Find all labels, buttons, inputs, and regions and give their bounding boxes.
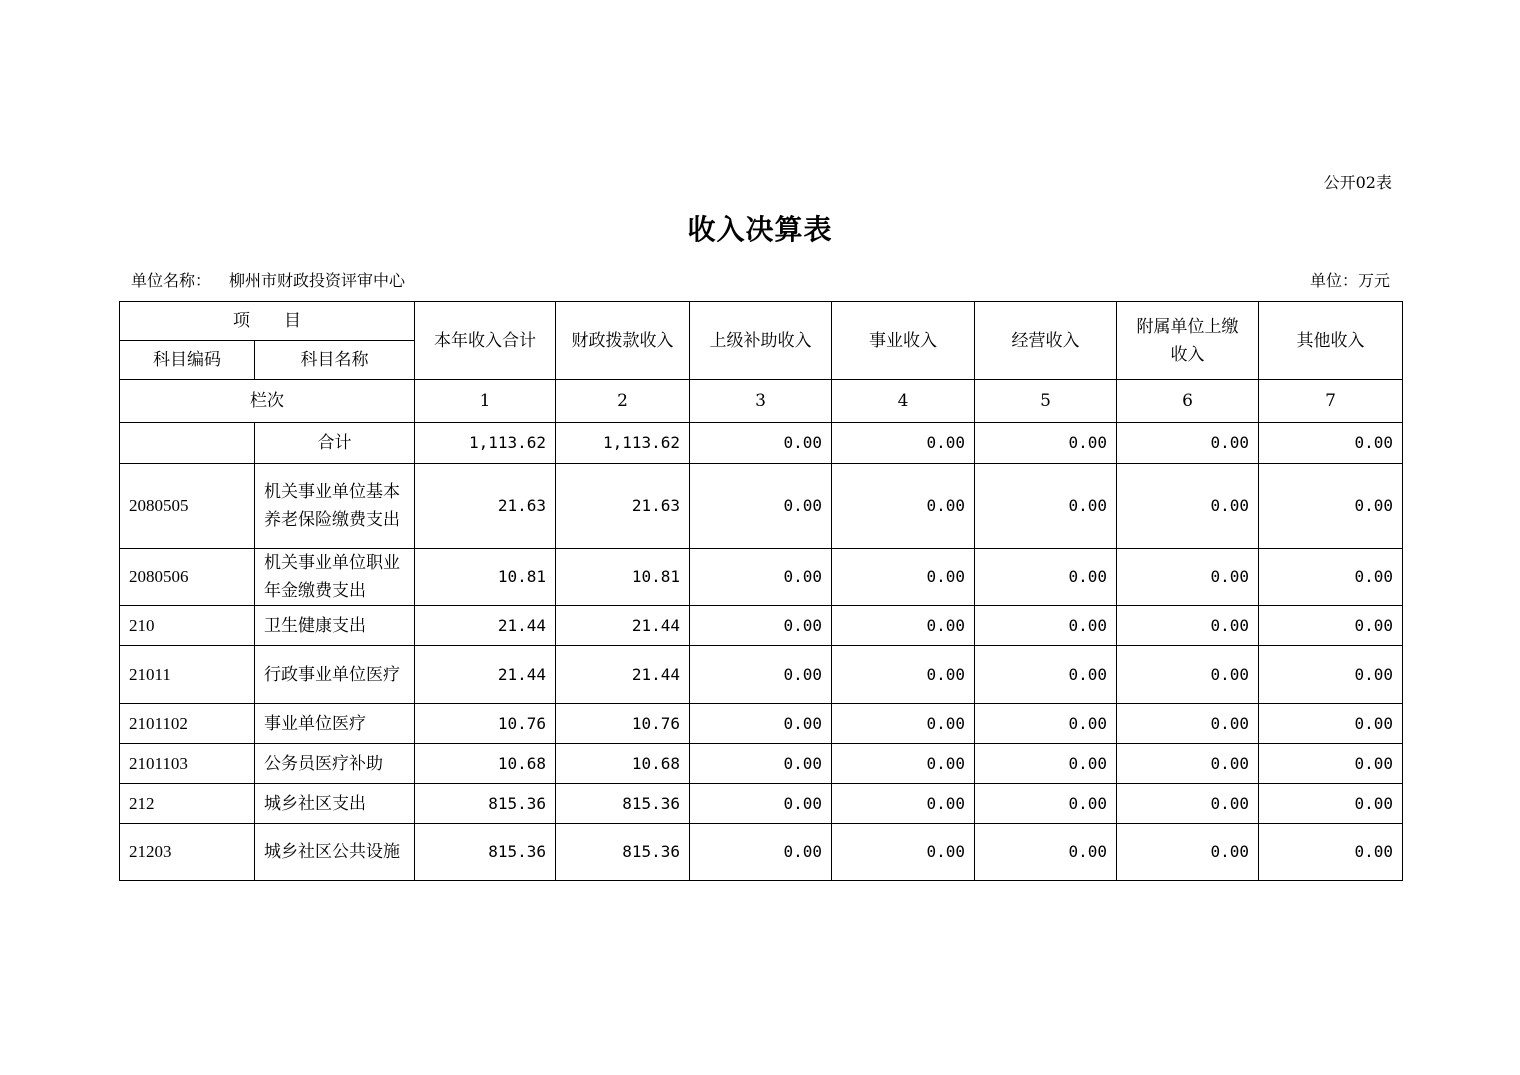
row-value: 0.00 <box>975 704 1117 744</box>
row-code: 21203 <box>120 824 255 881</box>
row-value: 0.00 <box>975 744 1117 784</box>
row-value: 0.00 <box>832 704 975 744</box>
col-index: 5 <box>975 380 1117 423</box>
row-value: 0.00 <box>1117 824 1259 881</box>
row-value: 21.63 <box>556 464 690 549</box>
header-item: 项 目 <box>120 302 415 341</box>
row-value: 0.00 <box>690 704 832 744</box>
row-name: 公务员医疗补助 <box>255 744 415 784</box>
row-value: 0.00 <box>832 549 975 606</box>
unit-name-value: 柳州市财政投资评审中心 <box>229 271 406 290</box>
row-value: 21.44 <box>556 646 690 704</box>
header-col-3: 上级补助收入 <box>690 302 832 380</box>
row-name: 机关事业单位基本养老保险缴费支出 <box>255 464 415 549</box>
row-code: 2080506 <box>120 549 255 606</box>
table-row <box>120 704 1403 744</box>
row-value: 0.00 <box>690 464 832 549</box>
row-value: 0.00 <box>1259 824 1403 881</box>
row-value: 0.00 <box>1259 464 1403 549</box>
row-value: 10.81 <box>415 549 556 606</box>
table-row <box>120 549 1403 606</box>
row-value: 0.00 <box>1117 549 1259 606</box>
row-value: 0.00 <box>1259 423 1403 464</box>
header-col-1: 本年收入合计 <box>415 302 556 380</box>
table-row <box>120 784 1403 824</box>
row-value: 0.00 <box>690 423 832 464</box>
row-value: 815.36 <box>556 784 690 824</box>
page-title: 收入决算表 <box>687 213 833 246</box>
row-value: 21.44 <box>415 646 556 704</box>
header-col-4: 事业收入 <box>832 302 975 380</box>
row-name: 卫生健康支出 <box>255 606 415 646</box>
row-value: 0.00 <box>690 784 832 824</box>
row-value: 0.00 <box>1117 784 1259 824</box>
col-index: 4 <box>832 380 975 423</box>
row-name: 城乡社区支出 <box>255 784 415 824</box>
row-value: 0.00 <box>1117 606 1259 646</box>
row-value: 0.00 <box>975 549 1117 606</box>
row-value: 1,113.62 <box>415 423 556 464</box>
row-value: 0.00 <box>1117 646 1259 704</box>
income-table <box>119 301 1403 881</box>
col-index: 7 <box>1259 380 1403 423</box>
row-value: 0.00 <box>832 784 975 824</box>
row-value: 0.00 <box>832 606 975 646</box>
header-col-6: 附属单位上缴收入 <box>1117 302 1259 380</box>
row-value: 0.00 <box>1259 549 1403 606</box>
col-index: 6 <box>1117 380 1259 423</box>
row-name: 事业单位医疗 <box>255 704 415 744</box>
row-code: 210 <box>120 606 255 646</box>
row-value: 0.00 <box>690 606 832 646</box>
row-value: 0.00 <box>690 549 832 606</box>
row-name: 城乡社区公共设施 <box>255 824 415 881</box>
row-value: 0.00 <box>975 423 1117 464</box>
row-value: 815.36 <box>415 784 556 824</box>
col-index: 2 <box>556 380 690 423</box>
unit-name-line <box>131 268 405 291</box>
row-value: 0.00 <box>1259 784 1403 824</box>
row-value: 0.00 <box>832 744 975 784</box>
row-code: 2101102 <box>120 704 255 744</box>
table-row <box>120 824 1403 881</box>
col-index: 1 <box>415 380 556 423</box>
row-value: 0.00 <box>832 824 975 881</box>
row-value: 0.00 <box>1259 704 1403 744</box>
row-code: 21011 <box>120 646 255 704</box>
row-value: 21.44 <box>415 606 556 646</box>
row-code: 2101103 <box>120 744 255 784</box>
row-value: 0.00 <box>1259 646 1403 704</box>
row-value: 0.00 <box>832 646 975 704</box>
row-value: 0.00 <box>832 423 975 464</box>
header-col-2: 财政拨款收入 <box>556 302 690 380</box>
table-row <box>120 606 1403 646</box>
header-col-7: 其他收入 <box>1259 302 1403 380</box>
row-code <box>120 423 255 464</box>
row-value: 21.44 <box>556 606 690 646</box>
unit-name-label: 单位名称： <box>131 271 212 290</box>
row-name: 机关事业单位职业年金缴费支出 <box>255 549 415 606</box>
form-number: 公开02表 <box>1323 173 1392 192</box>
row-value: 10.76 <box>556 704 690 744</box>
col-index-label: 栏次 <box>120 380 415 423</box>
row-value: 0.00 <box>975 646 1117 704</box>
table-row <box>120 423 1403 464</box>
row-value: 0.00 <box>690 824 832 881</box>
table-row <box>120 744 1403 784</box>
header-col-5: 经营收入 <box>975 302 1117 380</box>
col-index: 3 <box>690 380 832 423</box>
table-row <box>120 464 1403 549</box>
row-value: 0.00 <box>690 744 832 784</box>
row-value: 0.00 <box>1117 744 1259 784</box>
row-value: 21.63 <box>415 464 556 549</box>
row-value: 0.00 <box>1117 704 1259 744</box>
row-value: 0.00 <box>690 646 832 704</box>
row-value: 1,113.62 <box>556 423 690 464</box>
header-name: 科目名称 <box>255 341 415 380</box>
row-name: 行政事业单位医疗 <box>255 646 415 704</box>
row-value: 0.00 <box>1117 423 1259 464</box>
row-value: 10.68 <box>415 744 556 784</box>
row-value: 0.00 <box>1117 464 1259 549</box>
row-value: 0.00 <box>975 606 1117 646</box>
row-value: 0.00 <box>975 464 1117 549</box>
header-code: 科目编码 <box>120 341 255 380</box>
row-value: 0.00 <box>832 464 975 549</box>
row-name: 合计 <box>255 423 415 464</box>
row-value: 10.81 <box>556 549 690 606</box>
row-value: 0.00 <box>1259 744 1403 784</box>
row-code: 212 <box>120 784 255 824</box>
row-value: 0.00 <box>1259 606 1403 646</box>
row-value: 815.36 <box>415 824 556 881</box>
row-value: 10.76 <box>415 704 556 744</box>
unit-label: 单位：万元 <box>1309 271 1390 290</box>
row-value: 0.00 <box>975 784 1117 824</box>
row-value: 10.68 <box>556 744 690 784</box>
row-value: 815.36 <box>556 824 690 881</box>
row-value: 0.00 <box>975 824 1117 881</box>
row-code: 2080505 <box>120 464 255 549</box>
table-row <box>120 646 1403 704</box>
